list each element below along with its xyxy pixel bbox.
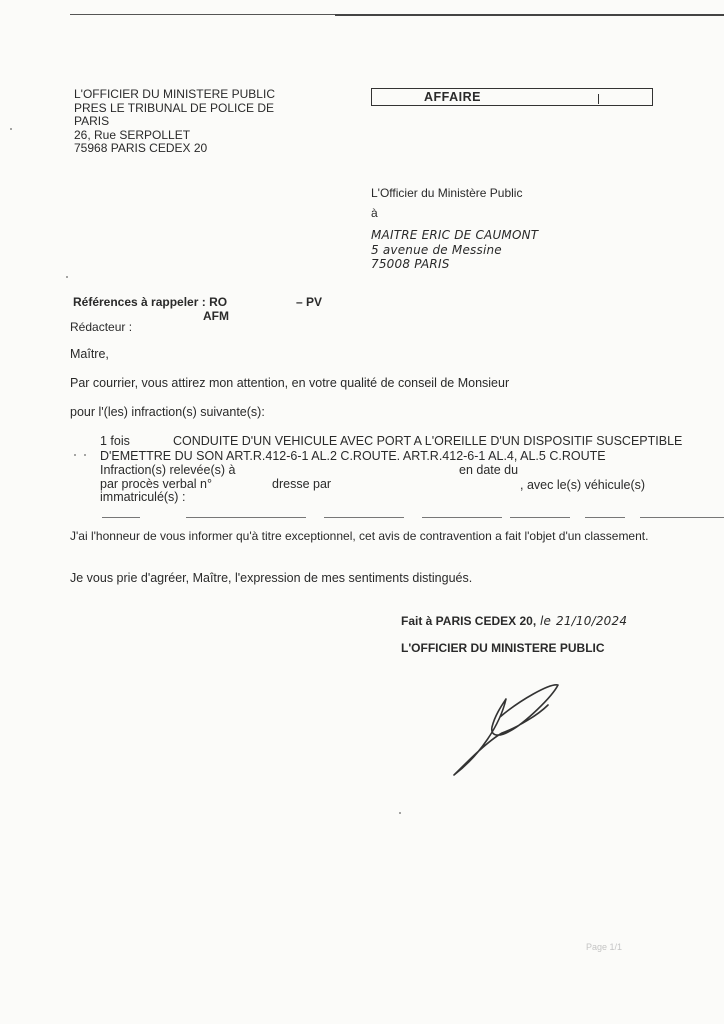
closing-paragraph: Je vous prie d'agréer, Maître, l'expression de mes sentiments distingués. [70, 571, 473, 585]
affaire-label: AFFAIRE [424, 90, 481, 104]
recipient-to-word: à [371, 206, 378, 220]
sender-line: 75968 PARIS CEDEX 20 [74, 141, 208, 155]
offense-line-1: CONDUITE D'UN VEHICULE AVEC PORT A L'OREILLE D'UN DISPOSITIF SUSCEPTIBLE [173, 434, 683, 448]
offense-count: 1 fois [100, 434, 130, 448]
references-afm: AFM [203, 309, 229, 323]
vehicule-label: , avec le(s) véhicule(s) [520, 478, 646, 492]
scan-speck [84, 454, 86, 456]
letter-date: 21/10/2024 [556, 614, 628, 628]
page-mark: Page 1/1 [586, 942, 623, 952]
scan-speck [74, 454, 76, 456]
recipient-street: 5 avenue de Messine [371, 243, 502, 257]
separator-dash [324, 517, 404, 518]
scan-speck [66, 276, 68, 278]
sender-line: L'OFFICIER DU MINISTERE PUBLIC [74, 87, 275, 101]
affaire-separator [598, 94, 599, 104]
body-paragraph-2: pour l'(les) infraction(s) suivante(s): [70, 405, 265, 419]
en-date-label: en date du [459, 463, 519, 477]
separator-dash [422, 517, 502, 518]
honneur-paragraph: J'ai l'honneur de vous informer qu'à titre exceptionnel, cet avis de contravention a fait l'objet d'un classement. [70, 529, 649, 543]
body-paragraph-1: Par courrier, vous attirez mon attention, en votre qualité de conseil de Monsieur [70, 376, 510, 390]
sender-line: 26, Rue SERPOLLET [74, 127, 191, 142]
references-pv: – PV [296, 295, 323, 309]
sender-line: PARIS [74, 114, 110, 128]
fait-a-label: Fait à PARIS CEDEX 20, [401, 614, 537, 628]
sender-address-block [74, 88, 275, 156]
sender-line: PRES LE TRIBUNAL DE POLICE DE [74, 100, 275, 115]
scan-speck [10, 128, 12, 130]
salutation: Maître, [70, 347, 109, 361]
recipient-from: L'Officier du Ministère Public [371, 186, 523, 200]
releve-label: Infraction(s) relevée(s) à [100, 463, 236, 477]
le-word: le [540, 614, 552, 628]
handwritten-signature [440, 675, 570, 790]
separator-dash [640, 517, 724, 518]
recipient-name: MAITRE ERIC DE CAUMONT [371, 228, 539, 242]
recipient-city: 75008 PARIS [371, 257, 450, 271]
pv-number-label: par procès verbal n° [100, 477, 212, 491]
dresse-label: dresse par [272, 477, 332, 491]
offense-line-2: D'EMETTRE DU SON ART.R.412-6-1 AL.2 C.ROUTE. ART.R.412-6-1 AL.4, AL.5 C.ROUTE [100, 449, 606, 463]
references-label: Références à rappeler : RO [73, 295, 228, 309]
separator-dash [585, 517, 625, 518]
affaire-box [371, 88, 653, 106]
scan-speck [399, 812, 401, 814]
signatory-title: L'OFFICIER DU MINISTERE PUBLIC [401, 641, 605, 655]
separator-dash [102, 517, 140, 518]
separator-dash [186, 517, 306, 518]
immatricule-label: immatriculé(s) : [100, 490, 186, 504]
separator-dash [510, 517, 570, 518]
top-rule-thick [335, 14, 724, 16]
redacteur-label: Rédacteur : [70, 320, 133, 334]
